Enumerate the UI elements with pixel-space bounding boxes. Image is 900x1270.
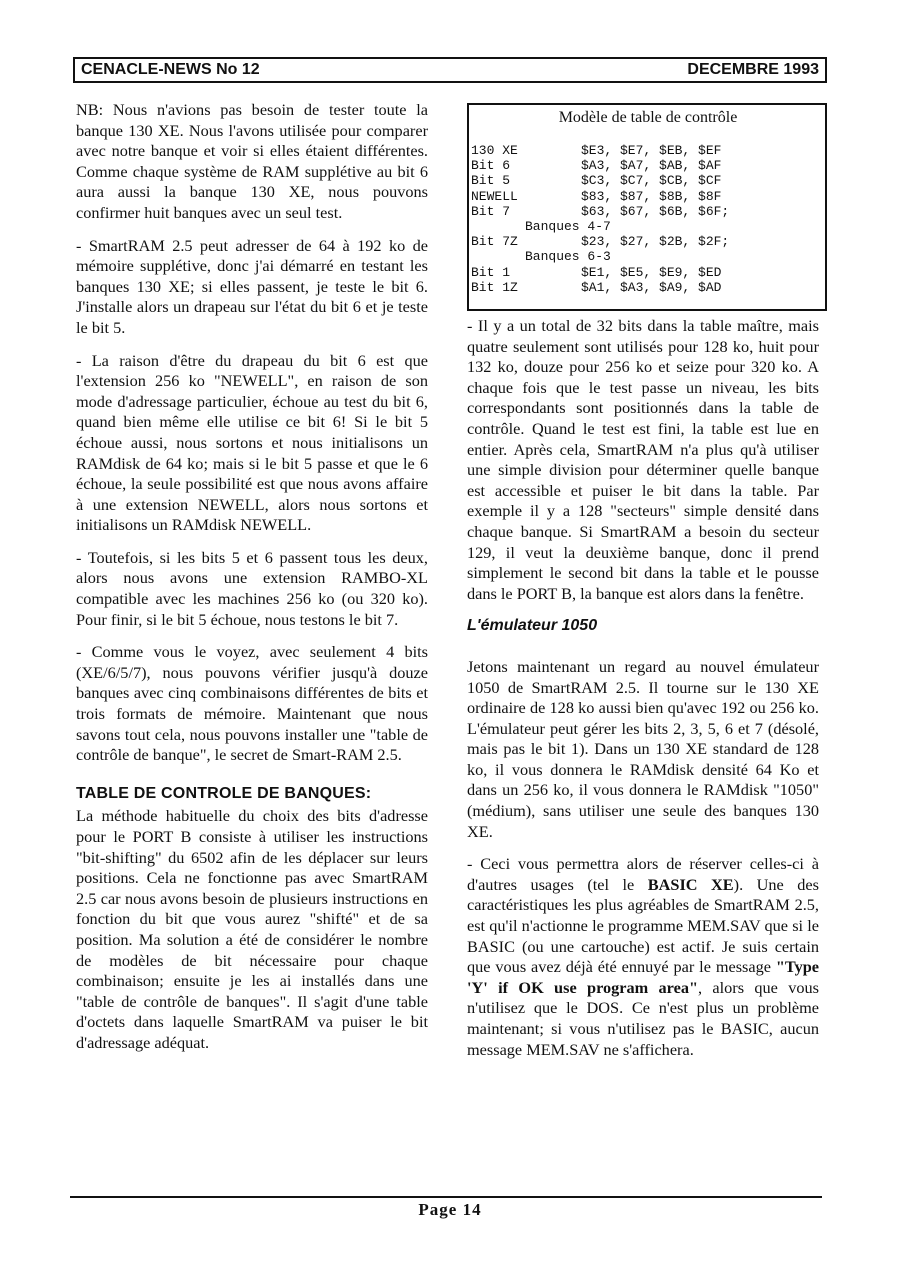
- text-run: , alors que vous n'utilisez que le DOS. Ce n'est plus un problème maintenant; si vous n'utilisez pas le BASIC, aucun message MEM.SAV ne s'affichera.: [467, 977, 819, 1059]
- paragraph: NB: Nous n'avions pas besoin de tester toute la banque 130 XE. Nous l'avons utilisée pour comparer avec notre banque et voir si elles étaient différentes. Comme chaque système de RAM supplétive au bit 6 aura aussi la banque 130 XE, nous pouvons confirmer huit banques avec un seul test.: [76, 100, 428, 222]
- newsletter-title: CENACLE-NEWS No 12: [81, 61, 260, 78]
- paragraph: Jetons maintenant un regard au nouvel émulateur 1050 de SmartRAM 2.5. Il tourne sur le 130 XE ordinaire de 128 ko aussi bien qu'avec 192 ou 256 ko. L'émulateur peut gérer les bits 2, 3, 5, 6 et 7 (désolé, mais pas le bit 1). Dans un 130 XE standard de 128 ko, il vous donnera le RAMdisk densité 64 Ko et dans un 256 ko, il vous donnera le RAMdisk "1050" (médium), sans utiliser une seule des banques 130 XE.: [467, 656, 819, 841]
- table-row: Bit 1 $E1, $E5, $E9, $ED: [471, 264, 722, 280]
- bold-message: "Type 'Y' if OK use program area": [467, 957, 819, 997]
- paragraph: [467, 854, 819, 1060]
- control-table-box: [467, 103, 827, 311]
- table-row: Bit 6 $A3, $A7, $AB, $AF: [471, 158, 722, 174]
- issue-date: DECEMBRE 1993: [687, 61, 819, 78]
- table-row: 130 XE $E3, $E7, $EB, $EF: [471, 143, 722, 158]
- paragraph: - Il y a un total de 32 bits dans la table maître, mais quatre seulement sont utilisés pour 128 ko, huit pour 132 ko, douze pour 256 ko et seize pour 320 ko. A chaque fois que le test passe un niveau, les bits correspondants sont positionnés dans la table de contrôle. Quand le test est fini, la table est lue en entier. Après cela, SmartRAM n'a plus qu'à utiliser une simple division pour déterminer quelle banque est accessible et puiser le bit dans la table. Par exemple il y a 128 "secteurs" simple densité dans chaque banque. Si SmartRAM a besoin du secteur 129, il veut la deuxième banque, donc il prend simplement le second bit dans la table et le pousse dans le PORT B, la banque est alors dans la fenêtre.: [467, 316, 819, 603]
- bold-term: BASIC XE: [647, 874, 734, 894]
- paragraph: La méthode habituelle du choix des bits d'adresse pour le PORT B consiste à utiliser les instructions "bit-shifting" du 6502 afin de les déplacer sur leurs positions. Cela ne fonctionne pas avec SmartRAM 2.5 car nous avons besoin de plusieurs instructions en fonction du bit que vous aurez "shifté" et de sa position. Ma solution a été de considérer le nombre de modèles de bit nécessaire pour chaque combinaison; ensuite je les ai installés dans une "table de contrôle de banques". Il s'agit d'une table d'octets dans laquelle SmartRAM va puiser le bit d'adressage adéquat.: [76, 806, 428, 1052]
- control-table-title: Modèle de table de contrôle: [558, 109, 738, 126]
- table-row: Bit 5 $C3, $C7, $CB, $CF: [471, 173, 722, 189]
- table-row: Bit 7 $63, $67, $6B, $6F;: [471, 203, 730, 219]
- paragraph: - Comme vous le voyez, avec seulement 4 bits (XE/6/5/7), nous pouvons vérifier jusqu'à douze banques avec cinq combinaisons différentes de bits et trois formats de mémoire. Maintenant que nous savons tout cela, nous pouvons installer une "table de contrôle de banque", le secret de Smart-RAM 2.5.: [76, 642, 428, 765]
- text-run: ). Une des caractéristiques les plus agréables de SmartRAM 2.5, est qu'il n'actionne le programme MEM.SAV que si le BASIC (ou une cartouche) est actif. Je suis certain que vous avez déjà été ennuyé par le message: [467, 874, 819, 977]
- section-title: TABLE DE CONTROLE DE BANQUES:: [76, 784, 372, 802]
- table-row: NEWELL $83, $87, $8B, $8F: [471, 188, 722, 204]
- right-column: [467, 316, 819, 1072]
- subsection-title: L'émulateur 1050: [467, 617, 598, 635]
- table-subheading-row: Banques 4-7: [525, 219, 611, 235]
- control-table: [471, 143, 729, 295]
- footer-divider: [70, 1196, 822, 1198]
- table-row: Bit 7Z $23, $27, $2B, $2F;: [471, 234, 730, 250]
- text-run: - Ceci vous permettra alors de réserver celles-ci à d'autres usages (tel le: [467, 854, 819, 894]
- page-number: Page 14: [418, 1200, 482, 1219]
- left-column: [76, 100, 428, 1066]
- paragraph: - Toutefois, si les bits 5 et 6 passent tous les deux, alors nous avons une extension RAMBO-XL compatible avec les machines 256 ko (ou 320 ko). Pour finir, si le bit 5 échoue, nous testons le bit 7.: [76, 547, 428, 629]
- paragraph: - SmartRAM 2.5 peut adresser de 64 à 192 ko de mémoire supplétive, donc j'ai démarré en testant les banques 130 XE; si elles passent, je teste le bit 6. J'installe alors un drapeau sur l'état du bit 6 et je teste le bit 5.: [76, 235, 428, 337]
- page-header: [73, 57, 827, 83]
- table-subheading-row: Banques 6-3: [525, 249, 611, 265]
- table-row: Bit 1Z $A1, $A3, $A9, $AD: [471, 279, 722, 295]
- paragraph: - La raison d'être du drapeau du bit 6 est que l'extension 256 ko "NEWELL", en raison de son mode d'adressage particulier, échoue au test du bit 6, quand bien même elle utilise ce bit 6! Si le bit 5 échoue aussi, nous sortons et nous initialisons un RAMdisk de 64 ko; mais si le bit 5 passe et que le 6 échoue, la seule possibilité est que nous avons affaire à une extension NEWELL, alors nous sortons et initialisons un RAMdisk NEWELL.: [76, 350, 428, 535]
